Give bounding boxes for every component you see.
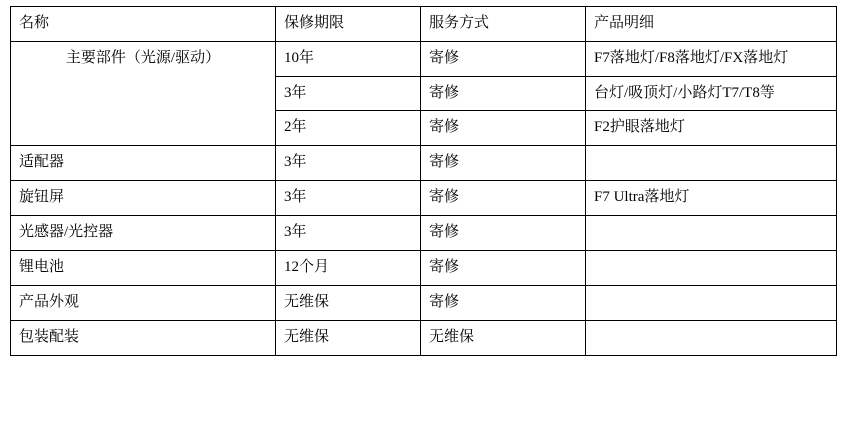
table-row (11, 41, 837, 76)
cell-detail (586, 251, 837, 286)
cell-name-light-sensor: 光感器/光控器 (11, 216, 276, 251)
cell-name-adapter: 适配器 (11, 146, 276, 181)
table-row (11, 181, 837, 216)
warranty-table (10, 6, 837, 356)
cell-detail (586, 321, 837, 356)
cell-service: 寄修 (421, 76, 586, 111)
cell-detail: 台灯/吸顶灯/小路灯T7/T8等 (586, 76, 837, 111)
cell-detail (586, 286, 837, 321)
table-row (11, 216, 837, 251)
cell-service: 寄修 (421, 181, 586, 216)
cell-service: 寄修 (421, 41, 586, 76)
cell-name-appearance: 产品外观 (11, 286, 276, 321)
column-header-period: 保修期限 (276, 7, 421, 42)
cell-period: 3年 (276, 216, 421, 251)
cell-period: 2年 (276, 111, 421, 146)
table-row (11, 146, 837, 181)
cell-name-battery: 锂电池 (11, 251, 276, 286)
cell-period: 3年 (276, 146, 421, 181)
cell-service: 寄修 (421, 111, 586, 146)
cell-service: 无维保 (421, 321, 586, 356)
document-page (0, 6, 846, 446)
cell-detail: F7落地灯/F8落地灯/FX落地灯 (586, 41, 837, 76)
column-header-name: 名称 (11, 7, 276, 42)
cell-name-packaging: 包装配装 (11, 321, 276, 356)
table-row (11, 321, 837, 356)
cell-detail: F7 Ultra落地灯 (586, 181, 837, 216)
cell-service: 寄修 (421, 146, 586, 181)
column-header-service: 服务方式 (421, 7, 586, 42)
column-header-detail: 产品明细 (586, 7, 837, 42)
cell-name-knob-screen: 旋钮屏 (11, 181, 276, 216)
table-header-row (11, 7, 837, 42)
cell-name-main-parts: 主要部件（光源/驱动） (11, 41, 276, 145)
cell-detail (586, 146, 837, 181)
cell-detail (586, 216, 837, 251)
cell-period: 3年 (276, 76, 421, 111)
cell-period: 3年 (276, 181, 421, 216)
cell-service: 寄修 (421, 251, 586, 286)
cell-period: 无维保 (276, 286, 421, 321)
cell-period: 10年 (276, 41, 421, 76)
cell-period: 12个月 (276, 251, 421, 286)
cell-service: 寄修 (421, 216, 586, 251)
table-row (11, 251, 837, 286)
cell-service: 寄修 (421, 286, 586, 321)
cell-detail: F2护眼落地灯 (586, 111, 837, 146)
table-row (11, 286, 837, 321)
cell-period: 无维保 (276, 321, 421, 356)
